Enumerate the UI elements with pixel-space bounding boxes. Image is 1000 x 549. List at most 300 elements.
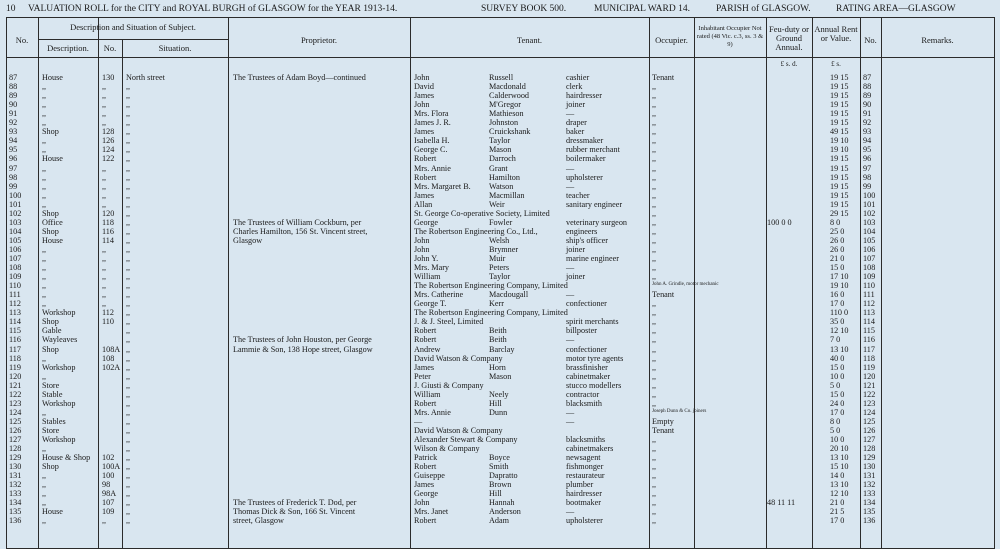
row-tenant-occupation: bootmaker — [566, 498, 602, 508]
row-description: ,, — [42, 244, 47, 254]
row-description: ,, — [42, 471, 47, 481]
row-tenant-surname: Macmillan — [489, 190, 525, 200]
row-tenant-occupation: joiner — [566, 244, 586, 254]
row-tenant-surname: Neely — [489, 389, 509, 399]
row-description: Shop — [42, 462, 59, 472]
row-annual-rent: 15 10 — [830, 462, 849, 472]
row-no: 132 — [9, 480, 22, 490]
row-situation: ,, — [126, 344, 131, 354]
row-no-right: 126 — [863, 425, 876, 435]
row-description: ,, — [42, 100, 47, 110]
row-tenant-first: John — [414, 73, 430, 82]
row-annual-rent: 19 15 — [830, 163, 849, 173]
row-tenant-first: Mrs. Janet — [414, 507, 449, 517]
row-street-number: 98 — [102, 480, 111, 490]
row-tenant-first: Robert — [414, 335, 437, 345]
row-description: ,, — [42, 299, 47, 309]
row-tenant-first: Andrew — [414, 344, 441, 354]
row-occupier: Joseph Dunn & Co. joiners — [652, 408, 707, 414]
row-situation: ,, — [126, 118, 131, 128]
col-description-group: Description and Situation of Subject. — [70, 22, 196, 32]
row-tenant-occupation: teacher — [566, 190, 590, 200]
row-situation: ,, — [126, 244, 131, 254]
row-description: House & Shop — [42, 453, 91, 463]
col-proprietor: Proprietor. — [300, 35, 338, 45]
row-occupier: ,, — [652, 127, 657, 137]
row-situation: ,, — [126, 489, 131, 499]
row-annual-rent: 19 15 — [830, 73, 849, 82]
row-tenant-first: Robert — [414, 154, 437, 164]
row-tenant-surname: Hill — [489, 398, 502, 408]
row-street-number: ,, — [102, 181, 107, 191]
row-occupier: ,, — [652, 317, 657, 327]
row-street-number: ,, — [102, 299, 107, 309]
row-situation: ,, — [126, 199, 131, 209]
row-tenant-first: James — [414, 362, 435, 372]
row-no-right: 107 — [863, 254, 876, 263]
row-description: House — [42, 154, 63, 164]
row-occupier: ,, — [652, 91, 657, 101]
row-street-number: 128 — [102, 127, 115, 137]
row-situation: ,, — [126, 154, 131, 164]
row-annual-rent: 21 0 — [830, 498, 845, 508]
row-annual-rent: 19 10 — [830, 145, 849, 155]
row-tenant-first: Robert — [414, 326, 437, 336]
row-tenant-first: James — [414, 91, 435, 101]
row-tenant-surname: Grant — [489, 163, 508, 173]
row-description: ,, — [42, 82, 47, 92]
row-annual-rent: 19 15 — [830, 154, 849, 164]
row-situation: ,, — [126, 263, 131, 273]
row-annual-rent: 15 0 — [830, 389, 845, 399]
row-tenant-first: George — [414, 217, 438, 227]
row-no-right: 96 — [863, 154, 872, 164]
row-no: 116 — [9, 335, 21, 345]
row-tenant-occupation: — — [566, 263, 575, 273]
row-no: 129 — [9, 453, 22, 463]
row-tenant-first: Mrs. Flora — [414, 109, 449, 119]
row-tenant-occupation: restaurateur — [566, 471, 605, 481]
row-no: 130 — [9, 462, 22, 472]
row-annual-rent: 13 10 — [830, 480, 849, 490]
row-occupier: ,, — [652, 136, 657, 146]
row-description: ,, — [42, 444, 47, 454]
row-tenant-occupation: hairdresser — [566, 489, 602, 499]
row-street-number: 112 — [102, 308, 114, 318]
row-description: Wayleaves — [42, 335, 78, 345]
row-tenant-occupation: cabinetmaker — [566, 371, 611, 381]
row-occupier: ,, — [652, 100, 657, 110]
row-tenant-surname: Beith — [489, 326, 507, 336]
row-annual-rent: 26 0 — [830, 244, 845, 254]
row-occupier: ,, — [652, 498, 657, 508]
row-situation: ,, — [126, 398, 131, 408]
row-situation: ,, — [126, 136, 131, 146]
row-occupier: ,, — [652, 244, 657, 254]
row-situation: ,, — [126, 507, 131, 517]
row-annual-rent: 15 0 — [830, 263, 845, 273]
row-no-right: 115 — [863, 326, 875, 336]
row-tenant-first: Robert — [414, 398, 437, 408]
col-no-right: No. — [864, 35, 877, 45]
row-no: 88 — [9, 82, 18, 92]
row-description: Stable — [42, 389, 63, 399]
row-occupier: ,, — [652, 299, 657, 309]
row-annual-rent: 19 15 — [830, 199, 849, 209]
row-situation: ,, — [126, 217, 131, 227]
row-tenant-first: Patrick — [414, 453, 438, 463]
row-occupier: ,, — [652, 435, 657, 444]
row-tenant-surname: Welsh — [489, 235, 510, 245]
row-tenant-occupation: upholsterer — [566, 516, 603, 526]
row-tenant-occupation: brassfinisher — [566, 362, 608, 372]
row-description: ,, — [42, 480, 47, 490]
row-no: 128 — [9, 444, 22, 454]
row-tenant-first: The Robertson Engineering Company, Limited — [414, 308, 568, 318]
row-annual-rent: 49 15 — [830, 127, 849, 137]
row-street-number: 114 — [102, 235, 114, 245]
row-no: 118 — [9, 353, 21, 363]
row-tenant-first: J. & J. Steel, Limited — [414, 317, 484, 327]
row-no-right: 120 — [863, 371, 876, 381]
row-no-right: 87 — [863, 73, 872, 82]
row-feu-duty: 48 11 11 — [767, 498, 796, 508]
row-tenant-first: John — [414, 100, 430, 110]
row-occupier: ,, — [652, 154, 657, 164]
row-occupier: ,, — [652, 308, 657, 318]
row-street-number: 126 — [102, 136, 115, 146]
row-tenant-surname: Adam — [489, 516, 510, 526]
row-no-right: 105 — [863, 235, 876, 245]
row-no: 115 — [9, 326, 21, 336]
row-description: Workshop — [42, 398, 76, 408]
row-tenant-surname: Brown — [489, 480, 512, 490]
row-annual-rent: 26 0 — [830, 235, 845, 245]
row-annual-rent: 17 0 — [830, 407, 845, 417]
row-street-number: 100 — [102, 471, 115, 481]
row-occupier: ,, — [652, 516, 657, 526]
row-no-right: 119 — [863, 362, 875, 372]
row-no-right: 95 — [863, 145, 872, 155]
row-description: Workshop — [42, 362, 76, 372]
row-occupier: ,, — [652, 371, 657, 381]
row-tenant-occupation: blacksmith — [566, 398, 602, 408]
row-occupier: ,, — [652, 263, 657, 273]
col-remarks: Remarks. — [921, 35, 954, 45]
row-no: 136 — [9, 516, 22, 526]
page-number: 10 — [6, 4, 16, 14]
row-no-right: 99 — [863, 181, 872, 191]
row-no: 94 — [9, 136, 18, 146]
row-occupier: ,, — [652, 471, 657, 481]
row-annual-rent: 17 0 — [830, 299, 845, 309]
row-tenant-first: David Watson & Company — [414, 353, 503, 363]
row-tenant-surname: Macdonald — [489, 82, 526, 92]
col-annual-rent: Annual Rent or Value. — [814, 24, 858, 43]
row-occupier: ,, — [652, 489, 657, 499]
row-description: Shop — [42, 226, 59, 236]
row-tenant-surname: Macdougall — [489, 290, 529, 300]
row-no: 122 — [9, 389, 22, 399]
row-annual-rent: 14 0 — [830, 471, 845, 481]
row-street-number: 118 — [102, 217, 114, 227]
row-tenant-first: Allan — [414, 199, 433, 209]
row-tenant-occupation: spirit merchants — [566, 317, 619, 327]
row-annual-rent: 19 15 — [830, 190, 849, 200]
row-proprietor: Glasgow — [233, 235, 263, 245]
row-situation: ,, — [126, 82, 131, 92]
row-occupier: Tenant — [652, 425, 675, 435]
row-tenant-first: J. Giusti & Company — [414, 380, 484, 390]
row-tenant-surname: Calderwood — [489, 91, 530, 101]
row-no-right: 103 — [863, 217, 876, 227]
row-tenant-occupation: newsagent — [566, 453, 601, 463]
row-description: ,, — [42, 163, 47, 173]
row-tenant-surname: Horn — [489, 362, 506, 372]
row-street-number: 107 — [102, 498, 115, 508]
row-description: ,, — [42, 91, 47, 101]
row-tenant-first: Alexander Stewart & Company — [414, 435, 518, 444]
row-annual-rent: 110 0 — [830, 308, 849, 318]
row-tenant-first: George C. — [414, 145, 448, 155]
row-no-right: 118 — [863, 353, 875, 363]
row-no: 106 — [9, 244, 22, 254]
row-no-right: 88 — [863, 82, 872, 92]
row-tenant-first: Mrs. Catherine — [414, 290, 464, 300]
row-no: 117 — [9, 344, 21, 354]
row-tenant-first: William — [414, 389, 441, 399]
row-description: ,, — [42, 145, 47, 155]
row-no: 124 — [9, 407, 22, 417]
row-annual-rent: 25 0 — [830, 226, 845, 236]
row-situation: ,, — [126, 145, 131, 155]
row-no: 120 — [9, 371, 22, 381]
row-street-number: ,, — [102, 109, 107, 119]
row-description: Shop — [42, 127, 59, 137]
row-no-right: 94 — [863, 136, 872, 146]
row-annual-rent: 19 10 — [830, 136, 849, 146]
row-description: ,, — [42, 498, 47, 508]
row-situation: ,, — [126, 281, 131, 291]
row-annual-rent: 24 0 — [830, 398, 845, 408]
row-tenant-occupation: — — [566, 507, 575, 517]
row-no-right: 100 — [863, 190, 876, 200]
row-situation: ,, — [126, 425, 131, 435]
row-tenant-occupation: baker — [566, 127, 585, 137]
row-tenant-first: Robert — [414, 462, 437, 472]
row-situation: ,, — [126, 181, 131, 191]
row-description: ,, — [42, 281, 47, 291]
row-annual-rent: 40 0 — [830, 353, 845, 363]
row-description: ,, — [42, 272, 47, 282]
row-occupier: John A. Grindle, motor mechanic — [652, 282, 719, 288]
row-tenant-occupation: cashier — [566, 73, 590, 82]
row-no: 101 — [9, 199, 22, 209]
row-street-number: ,, — [102, 190, 107, 200]
row-no: 87 — [9, 73, 18, 82]
row-no-right: 108 — [863, 263, 876, 273]
row-proprietor: The Trustees of Frederick T. Dod, per — [233, 498, 357, 508]
row-annual-rent: 19 15 — [830, 100, 849, 110]
row-tenant-surname: Taylor — [489, 272, 511, 282]
row-tenant-occupation: — — [566, 416, 575, 426]
row-occupier: ,, — [652, 172, 657, 182]
row-occupier: ,, — [652, 353, 657, 363]
row-tenant-surname: Dunn — [489, 407, 508, 417]
row-no: 135 — [9, 507, 22, 517]
row-occupier: ,, — [652, 235, 657, 245]
row-no-right: 125 — [863, 416, 876, 426]
row-no-right: 122 — [863, 389, 876, 399]
row-tenant-occupation: engineers — [566, 226, 598, 236]
row-description: Shop — [42, 317, 59, 327]
row-tenant-first: Mrs. Mary — [414, 263, 450, 273]
row-no-right: 131 — [863, 471, 876, 481]
row-no-right: 104 — [863, 226, 876, 236]
row-tenant-occupation: sanitary engineer — [566, 199, 623, 209]
row-street-number: 98A — [102, 489, 117, 499]
row-tenant-occupation: plumber — [566, 480, 594, 490]
row-no: 92 — [9, 118, 18, 128]
row-tenant-surname: Weir — [489, 199, 505, 209]
row-street-number: ,, — [102, 244, 107, 254]
row-situation: ,, — [126, 308, 131, 318]
row-no-right: 134 — [863, 498, 876, 508]
row-tenant-first: The Robertson Engineering Co., Ltd., — [414, 226, 538, 236]
row-tenant-occupation: — — [566, 290, 575, 300]
row-tenant-occupation: billposter — [566, 326, 597, 336]
row-tenant-first: Mrs. Annie — [414, 407, 451, 417]
row-tenant-surname: Kerr — [489, 299, 504, 309]
row-occupier: ,, — [652, 462, 657, 472]
row-no-right: 128 — [863, 444, 876, 454]
row-proprietor: The Trustees of Adam Boyd—continued — [233, 73, 366, 82]
row-situation: ,, — [126, 444, 131, 454]
row-no-right: 121 — [863, 380, 876, 390]
row-description: ,, — [42, 136, 47, 146]
page-header — [6, 2, 994, 16]
row-street-number: ,, — [102, 91, 107, 101]
row-tenant-surname: Mason — [489, 371, 512, 381]
row-tenant-surname: Hannah — [489, 498, 515, 508]
row-occupier: ,, — [652, 217, 657, 227]
row-tenant-first: Robert — [414, 172, 437, 182]
row-situation: ,, — [126, 416, 131, 426]
municipal-ward: MUNICIPAL WARD 14. — [594, 4, 690, 14]
row-description: Shop — [42, 208, 59, 218]
row-street-number: ,, — [102, 100, 107, 110]
row-situation: ,, — [126, 254, 131, 263]
row-no: 91 — [9, 109, 18, 119]
row-tenant-surname: Johnston — [489, 118, 519, 128]
row-no-right: 101 — [863, 199, 876, 209]
row-no: 123 — [9, 398, 22, 408]
row-tenant-first: Robert — [414, 516, 437, 526]
row-no: 113 — [9, 308, 21, 318]
row-description: ,, — [42, 407, 47, 417]
row-tenant-surname: Beith — [489, 335, 507, 345]
row-occupier: ,, — [652, 507, 657, 517]
row-no-right: 135 — [863, 507, 876, 517]
row-tenant-first: John Y. — [414, 254, 439, 263]
row-description: Workshop — [42, 308, 76, 318]
row-annual-rent: 7 0 — [830, 335, 841, 345]
row-annual-rent: 5 0 — [830, 380, 841, 390]
row-annual-rent: 21 0 — [830, 254, 845, 263]
row-description: Shop — [42, 344, 59, 354]
row-annual-rent: 15 0 — [830, 362, 845, 372]
row-tenant-occupation: stucco modellers — [566, 380, 622, 390]
row-street-number: 102A — [102, 362, 121, 372]
row-occupier: ,, — [652, 163, 657, 173]
row-no: 131 — [9, 471, 22, 481]
col-occupier: Occupier. — [655, 35, 688, 45]
row-tenant-first: David — [414, 82, 435, 92]
row-description: Stables — [42, 416, 66, 426]
row-tenant-occupation: confectioner — [566, 299, 607, 309]
row-street-number: ,, — [102, 254, 107, 263]
row-situation: ,, — [126, 480, 131, 490]
row-occupier: ,, — [652, 109, 657, 119]
row-occupier: ,, — [652, 272, 657, 282]
row-description: House — [42, 235, 63, 245]
parish: PARISH of GLASGOW. — [716, 4, 811, 14]
col-inhabitant: Inhabitant Occupier Not rated (48 Vic. c.3, ss. 3 & 9) — [696, 25, 764, 48]
row-tenant-surname: Barclay — [489, 344, 515, 354]
row-no-right: 136 — [863, 516, 876, 526]
row-no-right: 106 — [863, 244, 876, 254]
feu-units: £ s. d. — [780, 60, 798, 68]
row-occupier: ,, — [652, 326, 657, 336]
row-situation: ,, — [126, 435, 131, 444]
row-no: 133 — [9, 489, 22, 499]
row-tenant-first: James — [414, 480, 435, 490]
row-description: House — [42, 507, 63, 517]
row-situation: ,, — [126, 317, 131, 327]
row-tenant-surname: Peters — [489, 263, 510, 273]
row-no-right: 123 — [863, 398, 876, 408]
row-situation: ,, — [126, 362, 131, 372]
row-street-number: ,, — [102, 272, 107, 282]
row-occupier: ,, — [652, 145, 657, 155]
row-situation: ,, — [126, 91, 131, 101]
row-annual-rent: 13 10 — [830, 453, 849, 463]
row-tenant-occupation: — — [566, 109, 575, 119]
row-tenant-surname: Russell — [489, 73, 514, 82]
row-no: 96 — [9, 154, 18, 164]
row-annual-rent: 8 0 — [830, 416, 841, 426]
row-annual-rent: 19 15 — [830, 91, 849, 101]
row-tenant-occupation: joiner — [566, 100, 586, 110]
row-no-right: 98 — [863, 172, 872, 182]
row-proprietor: The Trustees of John Houston, per George — [233, 335, 372, 345]
row-street-number: 124 — [102, 145, 115, 155]
row-situation: ,, — [126, 190, 131, 200]
row-description: House — [42, 73, 63, 82]
row-no: 102 — [9, 208, 22, 218]
row-annual-rent: 17 10 — [830, 272, 849, 282]
row-annual-rent: 19 15 — [830, 172, 849, 182]
row-situation: ,, — [126, 299, 131, 309]
row-occupier: ,, — [652, 118, 657, 128]
row-no: 127 — [9, 435, 22, 444]
row-proprietor: The Trustees of William Cockburn, per — [233, 217, 362, 227]
table-row — [0, 515, 1000, 526]
row-street-number: 109 — [102, 507, 115, 517]
row-description: ,, — [42, 516, 47, 526]
row-occupier: ,, — [652, 208, 657, 218]
row-no-right: 133 — [863, 489, 876, 499]
